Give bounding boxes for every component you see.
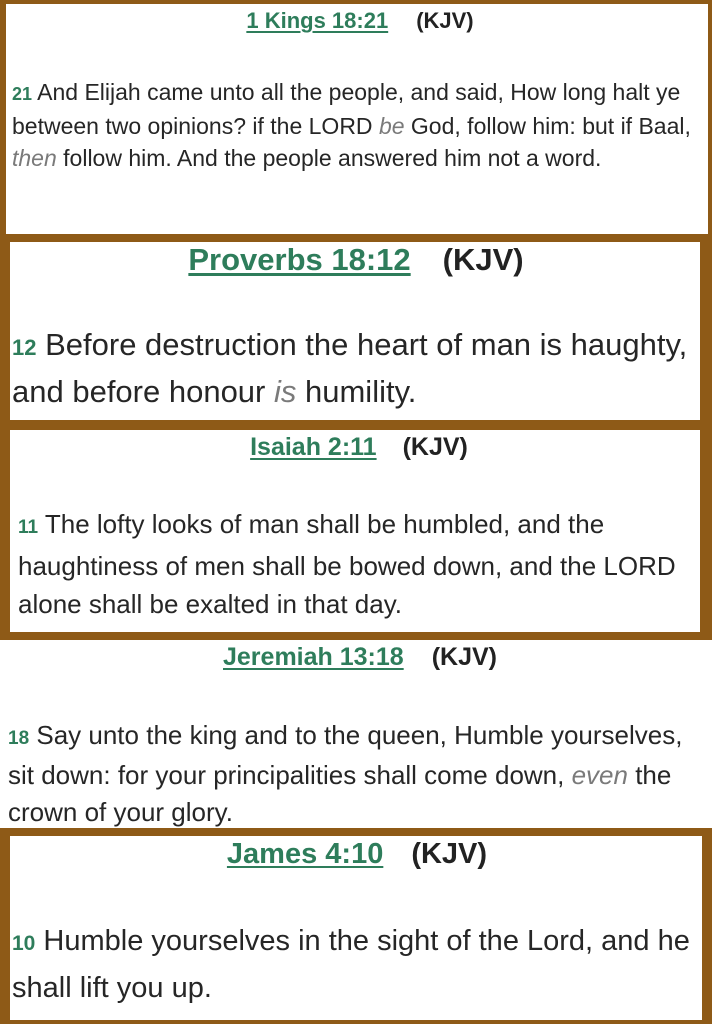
- verse-text-segment: Before destruction the heart of man is haughty, and before honour: [12, 327, 688, 409]
- version-label: (KJV): [416, 8, 474, 33]
- verse-number: 11: [18, 517, 39, 538]
- verse-text-segment: Say unto the king and to the queen, Humble yourselves, sit down: for your principalities shall come down,: [8, 720, 683, 790]
- verse-text-segment: follow him. And the people answered him not a word.: [56, 145, 602, 171]
- verse-reference-link[interactable]: Jeremiah 13:18: [223, 643, 404, 671]
- verse-number: 21: [12, 84, 33, 104]
- verse-text-segment: the crown of your glory.: [8, 760, 672, 827]
- version-label: (KJV): [411, 838, 488, 870]
- verse-text: [12, 323, 700, 414]
- verse-card-proverbs: [10, 242, 700, 420]
- verse-text-segment: humility.: [296, 374, 417, 409]
- verse-text-segment: And Elijah came unto all the people, and said, How long halt ye between two opinions? if the LORD: [12, 79, 681, 139]
- verse-italic-word: is: [274, 374, 297, 409]
- version-label: (KJV): [431, 643, 497, 671]
- verse-text-segment: God, follow him: but if Baal,: [404, 113, 691, 139]
- verse-reference-link[interactable]: Isaiah 2:11: [250, 433, 377, 461]
- verse-card-isaiah: [10, 430, 700, 632]
- verse-italic-word: be: [378, 113, 405, 139]
- verse-header: [18, 433, 700, 462]
- verse-header: [12, 838, 702, 871]
- verse-reference-link[interactable]: Proverbs 18:12: [188, 242, 411, 277]
- verse-reference-link[interactable]: James 4:10: [226, 838, 384, 870]
- verse-header: [8, 643, 712, 672]
- verse-header: [12, 8, 708, 34]
- verse-italic-word: then: [12, 145, 57, 171]
- verse-header: [12, 242, 700, 278]
- verse-card-1-kings: [6, 4, 708, 234]
- verse-text: [18, 505, 700, 623]
- version-label: (KJV): [402, 433, 468, 461]
- verse-text: [12, 919, 702, 1011]
- version-label: (KJV): [442, 242, 524, 277]
- verse-italic-word: even: [571, 760, 628, 790]
- verse-card-jeremiah: [0, 640, 712, 828]
- verse-text: [12, 76, 708, 174]
- verse-text-segment: The lofty looks of man shall be humbled, and the haughtiness of men shall be bowed down, and the LORD alone shall be exalted in that day.: [18, 509, 676, 619]
- verse-card-james: [10, 836, 702, 1020]
- verse-number: 12: [12, 335, 37, 360]
- verse-number: 10: [12, 932, 36, 955]
- verse-text-segment: Humble yourselves in the sight of the Lord, and he shall lift you up.: [12, 925, 690, 1004]
- verse-text: [8, 717, 712, 828]
- verse-reference-link[interactable]: 1 Kings 18:21: [246, 8, 389, 33]
- verse-number: 18: [8, 728, 30, 749]
